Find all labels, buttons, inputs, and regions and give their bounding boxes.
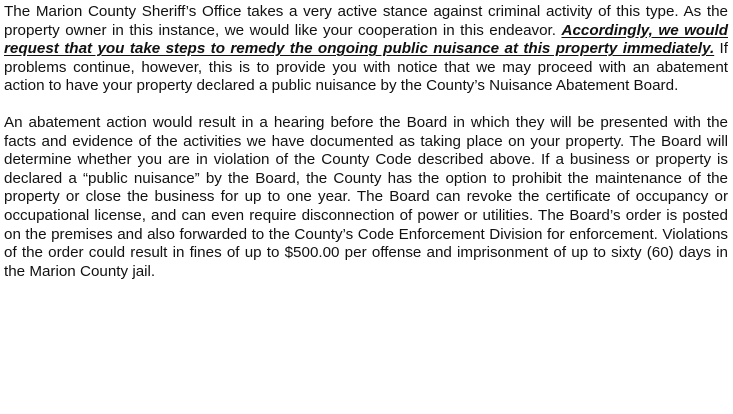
letter-body xyxy=(4,3,728,281)
paragraph-notice-continuation: If problems continue, however, this is to provide you with notice that we may proceed with an abatement action to have your property declared a public nuisance by the County’s Nuisance Abatement Board. xyxy=(4,40,728,95)
paragraph-abatement-action: An abatement action would result in a hearing before the Board in which they will be presented with the facts and evidence of the activities we have documented as taking place on your property. The Board will determine whether you are in violation of the County Code described above. If a business or property is declared a “public nuisance” by the Board, the County has the option to prohibit the maintenance of the property or close the business for up to one year. The Board can revoke the certificate of occupancy or occupational license, and can even require disconnection of power or utilities. The Board’s order is posted on the premises and also forwarded to the County’s Code Enforcement Division for enforcement. Violations of the order could result in fines of up to $500.00 per offense and imprisonment of up to sixty (60) days in the Marion County jail. xyxy=(4,113,728,280)
paragraph-notice-intro: The Marion County Sheriff’s Office takes a very active stance against criminal activity of this type. As the property owner in this instance, we would like your cooperation in this endeavor. xyxy=(4,3,728,39)
paragraph-notice xyxy=(4,3,728,96)
paragraph-notice-emphasis: Accordingly, we would request that you take steps to remedy the ongoing public nuisance at this property immediately. xyxy=(4,21,728,58)
